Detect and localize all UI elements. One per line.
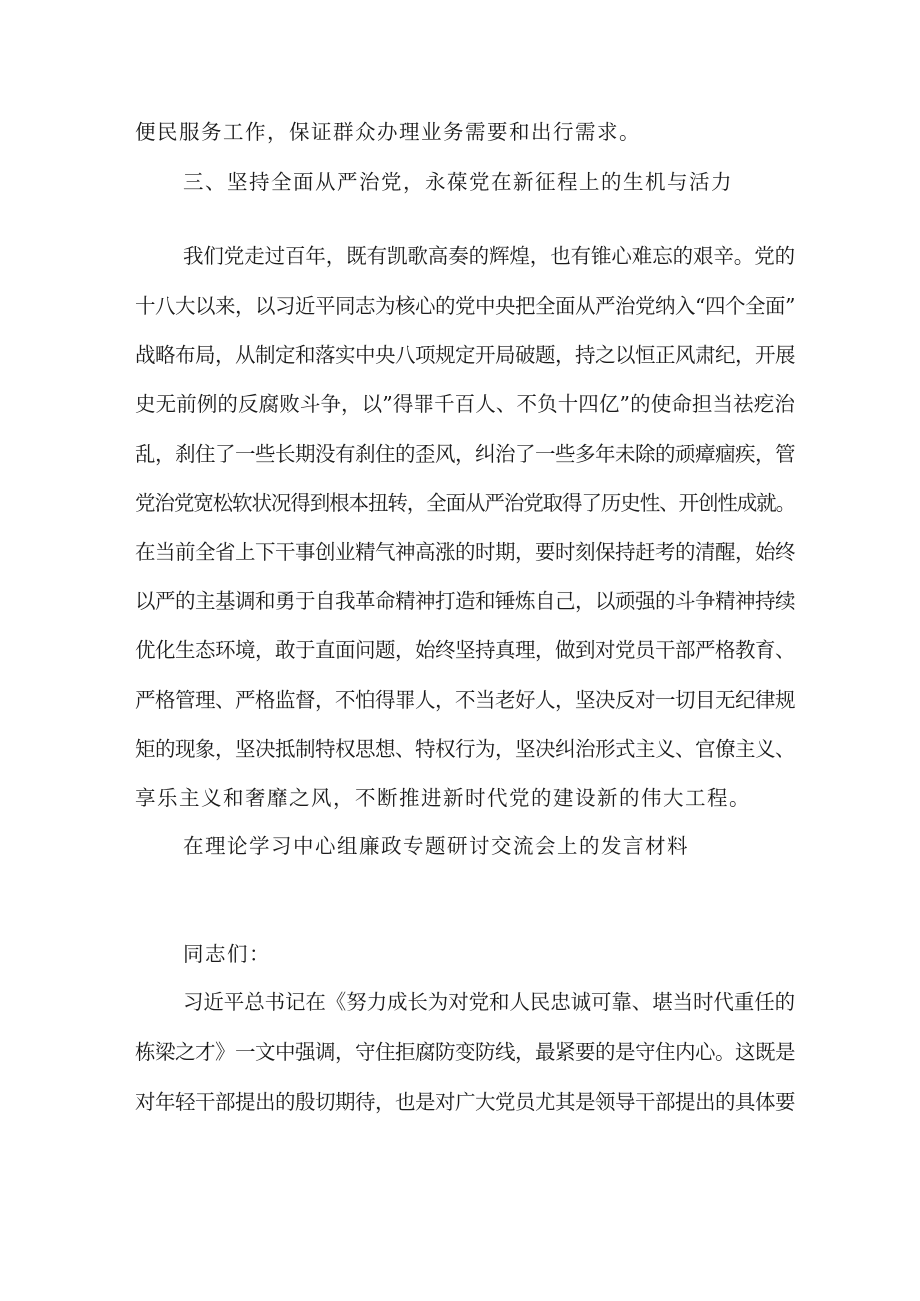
salutation: 同志们： [183,942,271,966]
paragraph-line: 享乐主义和奢靡之风，不断推进新时代党的建设新的伟大工程。 [135,786,751,810]
paragraph-line: 便民服务工作，保证群众办理业务需要和出行需求。 [135,120,641,144]
section-heading: 三、坚持全面从严治党，永葆党在新征程上的生机与活力 [183,170,733,194]
paragraph-line: 优化生态环境，敢于直面问题，始终坚持真理，做到对党员干部严格教育、 [135,638,795,662]
paragraph-line: 战略布局，从制定和落实中央八项规定开局破题，持之以恒正风肃纪，开展 [135,343,795,367]
paragraph-line: 在当前全省上下干事创业精气神高涨的时期，要时刻保持赶考的清醒，始终 [135,540,795,564]
paragraph-line: 矩的现象，坚决抵制特权思想、特权行为，坚决纠治形式主义、官僚主义、 [135,737,795,761]
document-title: 在理论学习中心组廉政专题研讨交流会上的发言材料 [183,834,689,858]
paragraph-line: 我们党走过百年，既有凯歌高奏的辉煌，也有锥心难忘的艰辛。党的 [183,244,795,268]
paragraph-line: 严格管理、严格监督，不怕得罪人，不当老好人，坚决反对一切目无纪律规 [135,688,795,712]
paragraph-line: 党治党宽松软状况得到根本扭转，全面从严治党取得了历史性、开创性成就。 [135,491,795,515]
paragraph-line: 十八大以来，以习近平同志为核心的党中央把全面从严治党纳入“四个全面” [135,294,795,318]
paragraph-line: 以严的主基调和勇于自我革命精神打造和锤炼自己，以顽强的斗争精神持续 [135,589,795,613]
paragraph-line: 对年轻干部提出的殷切期待，也是对广大党员尤其是领导干部提出的具体要 [135,1090,795,1114]
paragraph-line: 史无前例的反腐败斗争，以”得罪千百人、不负十四亿”的使命担当祛疙治 [135,392,795,416]
paragraph-line: 乱，刹住了一些长期没有刹住的歪风，纠治了一些多年未除的顽瘴痼疾，管 [135,442,795,466]
paragraph-line: 栋梁之才》一文中强调，守住拒腐防变防线，最紧要的是守住内心。这既是 [135,1040,795,1064]
paragraph-line: 习近平总书记在《努力成长为对党和人民忠诚可靠、堪当时代重任的 [183,990,795,1014]
